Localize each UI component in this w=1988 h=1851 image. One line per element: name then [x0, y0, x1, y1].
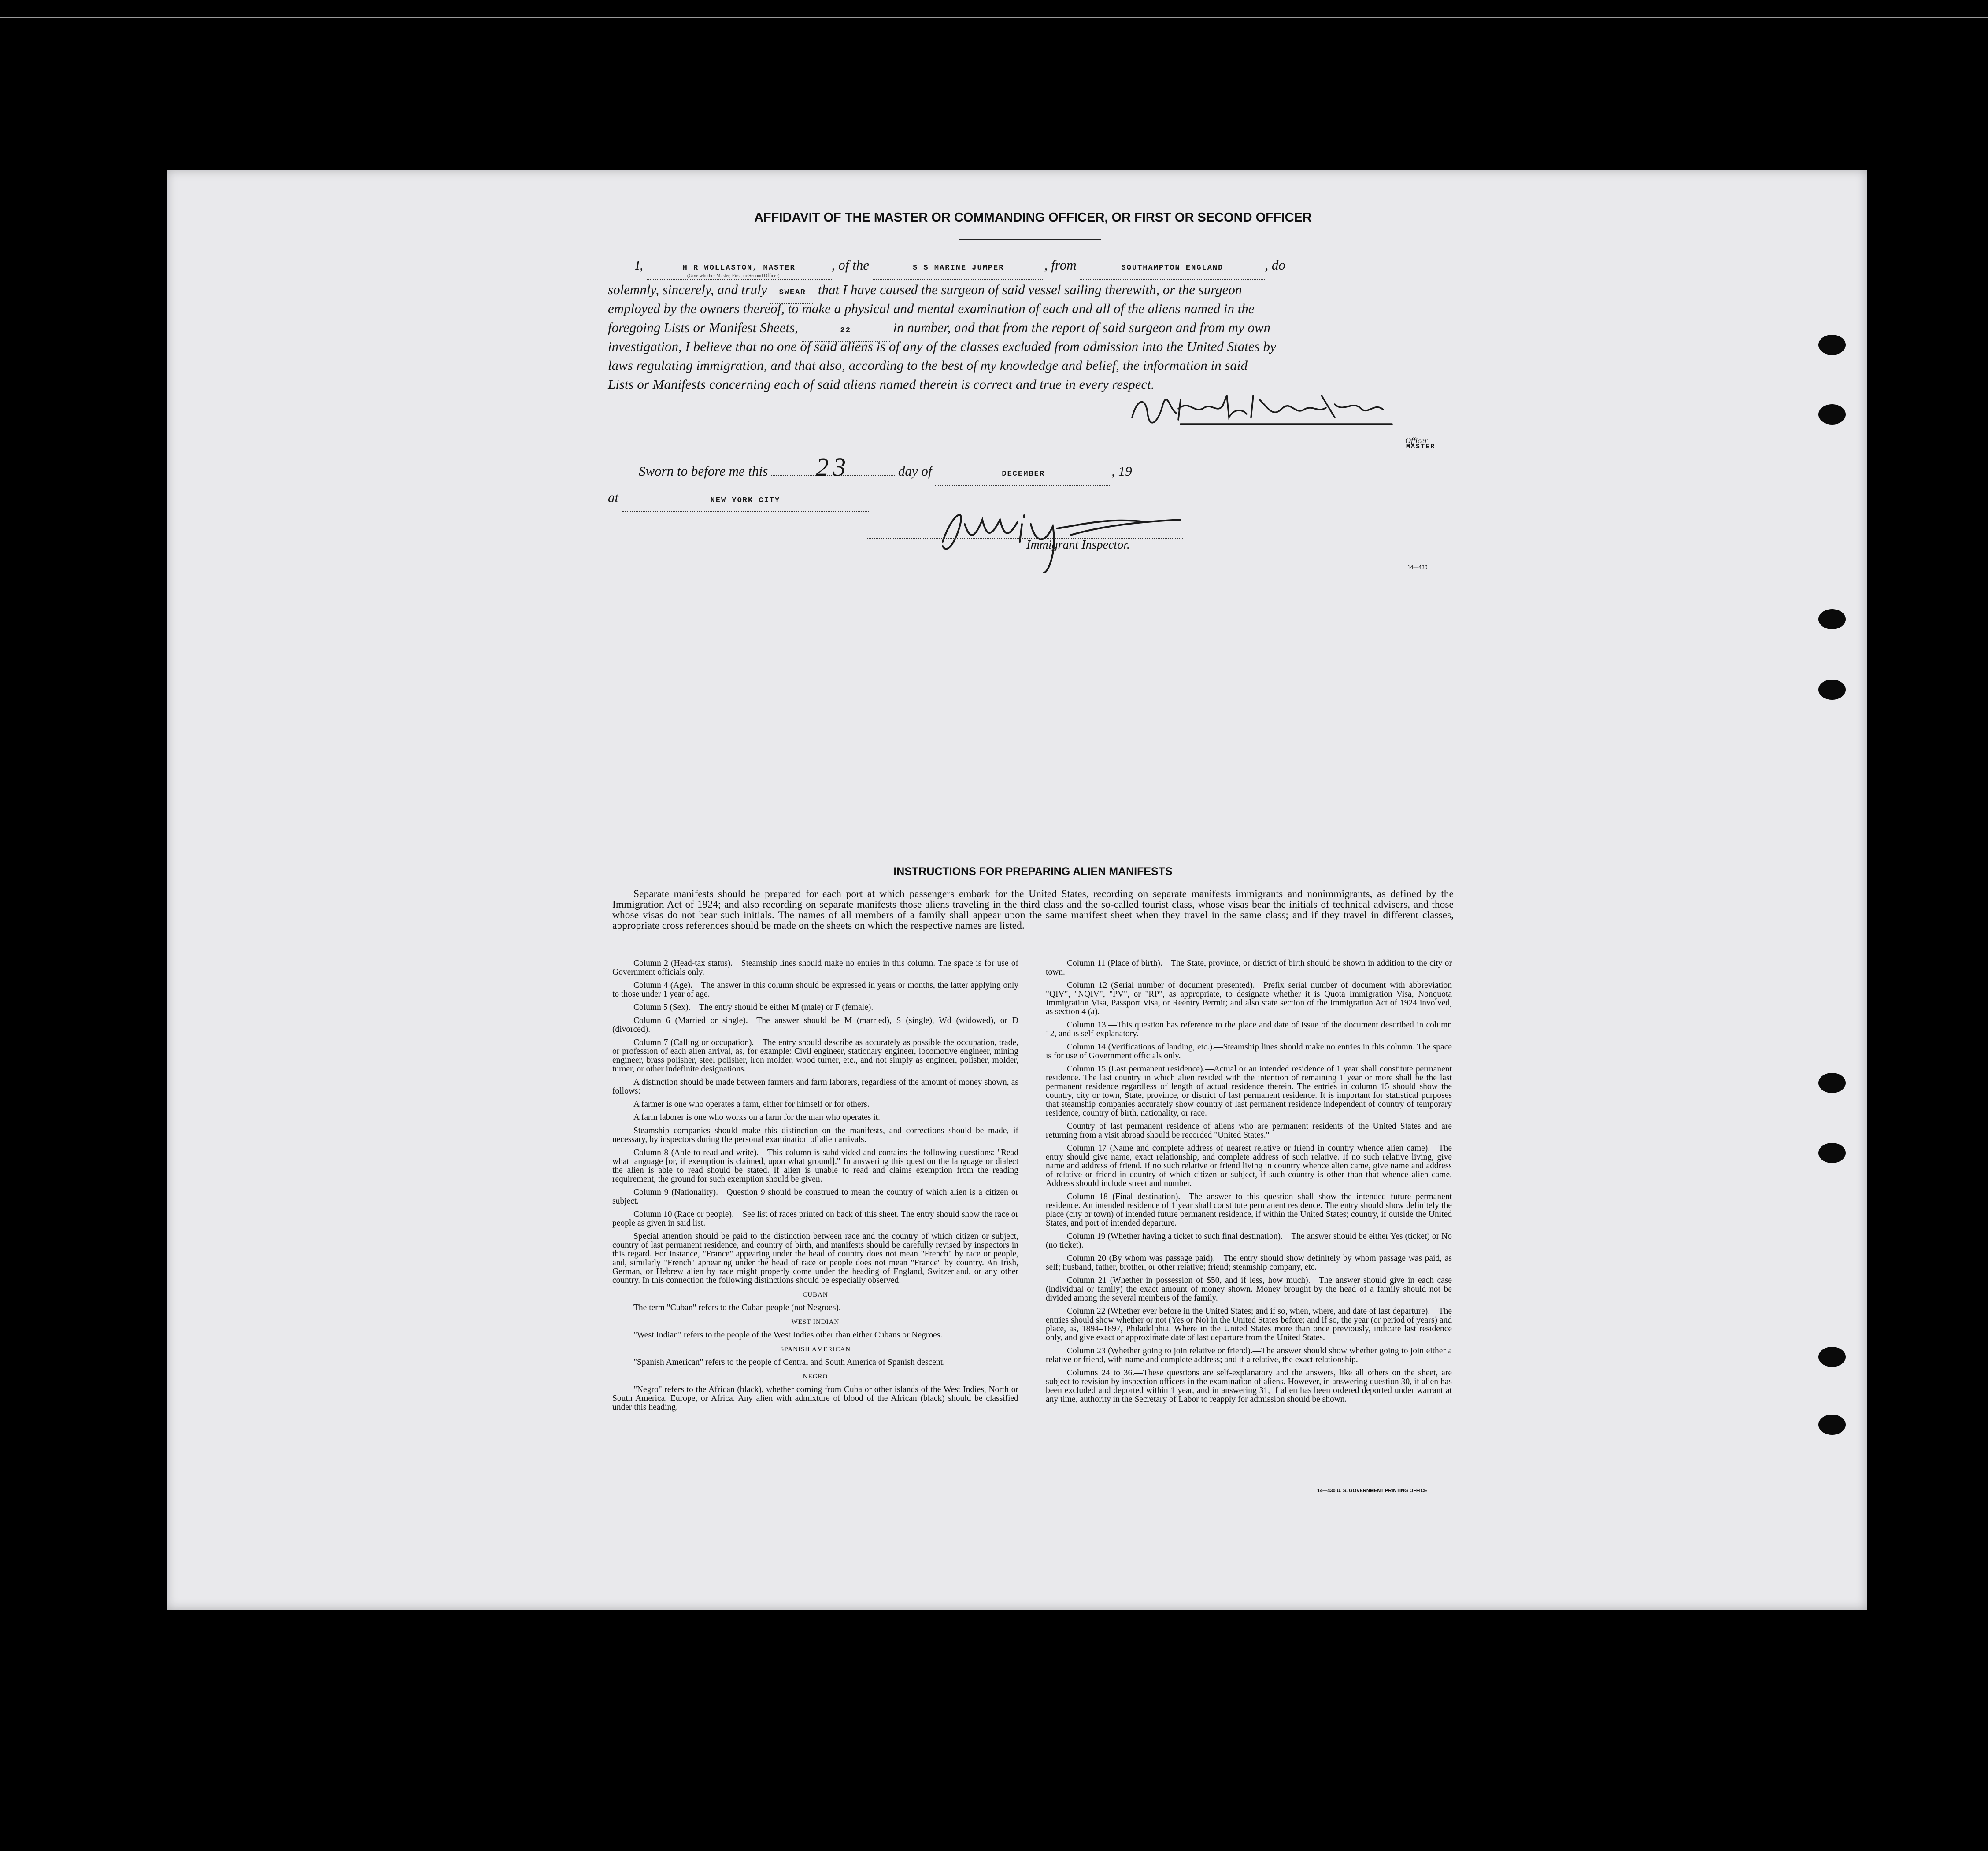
instruction-paragraph: Column 7 (Calling or occupation).—The entry should describe as accurately as possible the occupation, trade, or profession of each alien arrival, as, for example: Civil engineer, stationary engineer, locomotive engineer, mining engineer, brass polisher, steel polisher, iron molder, wood turner, etc., and not simply as engineer, polisher, molder, turner, or other indefinite designations.: [612, 1038, 1018, 1074]
instruction-paragraph: Column 5 (Sex).—The entry should be either M (male) or F (female).: [633, 1003, 874, 1012]
inspector-caption: Immigrant Inspector.: [1026, 538, 1130, 552]
vessel-name: S S MARINE JUMPER: [873, 259, 1044, 280]
affidavit-text: solemnly, sincerely, and truly: [608, 282, 767, 297]
instruction-paragraph: Column 14 (Verifications of landing, etc.).—Steamship lines should make no entries in this column. The space is for use of Government officials only.: [1046, 1042, 1452, 1060]
section-heading: CUBAN: [803, 1291, 828, 1298]
instruction-paragraph: Column 15 (Last permanent residence).—Actual or an intended residence of 1 year shall constitute permanent residence. The last country in which alien resided with the intention of remaining 1 year or more shall be the last permanent residence regardless of length of actual residence therein. The entries in column 15 should show the country, city or town, State, province, or district of last permanent residence. It is important for statistical purposes that steamship companies accurately show country of last permanent residence independent of country of temporary residence, country of birth, nationality, or race.: [1046, 1064, 1452, 1118]
instruction-paragraph: Column 9 (Nationality).—Question 9 should be construed to mean the country of which alien is a citizen or subject.: [612, 1188, 1018, 1206]
punch-hole: [1818, 335, 1846, 355]
officer-name: H R WOLLASTON, MASTER: [647, 259, 832, 280]
scan-edge-line: [0, 17, 1988, 18]
instruction-paragraph: Column 19 (Whether having a ticket to such final destination).—The answer should be either Yes (ticket) or No (no ticket).: [1046, 1232, 1452, 1250]
affidavit-text: Lists or Manifests concerning each of said aliens named therein is correct and true in every respect.: [608, 377, 1155, 392]
affidavit-i: I,: [635, 257, 643, 273]
form-number: 14—430: [1407, 564, 1428, 570]
inspector-signature: [916, 498, 1216, 577]
at-label: at: [608, 490, 619, 505]
departure-port: SOUTHAMPTON ENGLAND: [1080, 259, 1265, 280]
instruction-paragraph: The term "Cuban" refers to the Cuban people (not Negroes).: [633, 1303, 841, 1312]
instruction-paragraph: Column 18 (Final destination).—The answer to this question shall show the intended future permanent residence. An intended residence of 1 year shall constitute permanent residence. The entry should show definitely the place (city or town) of intended future permanent residence, if within the United States; country, if outside the United States, and port of intended departure.: [1046, 1192, 1452, 1228]
punch-hole: [1818, 1415, 1846, 1435]
affidavit-line-3: [608, 299, 1458, 318]
affidavit-line-6: [608, 356, 1458, 375]
affidavit-text: investigation, I believe that no one of said aliens is of any of the classes excluded from admission into the United States by: [608, 339, 1276, 354]
officer-rank: MASTER: [1406, 443, 1436, 451]
instruction-paragraph: Column 12 (Serial number of document presented).—Prefix serial number of document with abbreviation "QIV", "NQIV", "PV", or "RP", as appropriate, to designate whether it is Quota Immigration Visa, Nonquota Immigration Visa, Passport Visa, or Reentry Permit; and also state section of the Immigration Act of 1924 involved, as section 4 (a).: [1046, 981, 1452, 1016]
sworn-day: 23: [771, 461, 895, 476]
printing-office-footer: 14—430 U. S. GOVERNMENT PRINTING OFFICE: [1317, 1488, 1427, 1493]
instruction-paragraph: A farm laborer is one who works on a farm for the man who operates it.: [633, 1113, 880, 1122]
sworn-month: DECEMBER: [935, 465, 1111, 486]
punch-hole: [1818, 1347, 1846, 1367]
instruction-paragraph: Column 23 (Whether going to join relative or friend).—The answer should show whether going to join either a relative or friend, with name and complete address; and if a relative, the exact relationship.: [1046, 1346, 1452, 1364]
affidavit-text: that I have caused the surgeon of said vessel sailing therewith, or the surgeon: [818, 282, 1242, 297]
instruction-paragraph: Country of last permanent residence of aliens who are permanent residents of the United States and are returning from a visit abroad should be recorded "United States.": [1046, 1122, 1452, 1140]
affidavit-text: laws regulating immigration, and that also, according to the best of my knowledge and belief, the information in said: [608, 358, 1248, 373]
sworn-label: Sworn to before me this: [639, 463, 768, 479]
section-heading: NEGRO: [803, 1373, 828, 1380]
affidavit-text: foregoing Lists or Manifest Sheets,: [608, 320, 798, 335]
instruction-paragraph: "Negro" refers to the African (black), whether coming from Cuba or other islands of the West Indies, North or South America, Europe, or Africa. Any alien with admixture of blood of the African (black) should be classified under this heading.: [612, 1385, 1018, 1412]
instruction-paragraph: A farmer is one who operates a farm, either for himself or for others.: [633, 1100, 870, 1109]
sworn-place: NEW YORK CITY: [622, 491, 869, 512]
instruction-paragraph: Special attention should be paid to the distinction between race and the country of which citizen or subject, country of last permanent residence, and country of birth, and manifests should be carefully revised by inspectors in this regard. For instance, "France" appearing under the head of country does not mean "French" by race or people, and, similarly "French" appearing under the head of race or people does not mean "France" by country. An Irish, German, or Hebrew alien by race might properly come under the heading of England, Switzerland, or any other country. In this connection the following distinctions should be especially observed:: [612, 1232, 1018, 1285]
punch-hole: [1818, 1073, 1846, 1093]
title-rule: [959, 239, 1101, 240]
affidavit-title: AFFIDAVIT OF THE MASTER OR COMMANDING OFFICER, OR FIRST OR SECOND OFFICER: [754, 211, 1312, 225]
affidavit-text: employed by the owners thereof, to make a physical and mental examination of each and all of the aliens named in the: [608, 301, 1255, 316]
section-heading: WEST INDIAN: [791, 1319, 840, 1326]
instruction-paragraph: Column 20 (By whom was passage paid).—The entry should show definitely by whom passage was paid, as self; husband, father, brother, or other relative; friend; steamship company, etc.: [1046, 1254, 1452, 1272]
punch-hole: [1818, 1143, 1846, 1163]
instruction-paragraph: Column 17 (Name and complete address of nearest relative or friend in country whence alien came).—The entry should give name, exact relationship, and complete address of such relative. If no such relative living, give name and address of friend. If no such relative or friend living in country whence alien came, give name and address of relative or friend in country of which citizen or subject, if such country is other than that whence alien came. Address should include street and number.: [1046, 1144, 1452, 1188]
instruction-paragraph: Column 10 (Race or people).—See list of races printed on back of this sheet. The entry should show the race or people as given in said list.: [612, 1210, 1018, 1228]
punch-hole: [1818, 404, 1846, 425]
instruction-paragraph: Column 22 (Whether ever before in the United States; and if so, when, where, and date of last departure).—The entries should show whether or not (Yes or No) in the United States before; and if so, the year (or period of years) and place, as, 1894–1897, Philadelphia. Where in the United States more than once previously, indicate last residence only, and give exact or approximate date of last departure from the United States.: [1046, 1307, 1452, 1342]
sheet-count: 22: [802, 321, 890, 342]
instruction-paragraph: Column 13.—This question has reference to the place and date of issue of the document described in column 12, and is self-explanatory.: [1046, 1020, 1452, 1038]
instruction-paragraph: Column 11 (Place of birth).—The State, province, or district of birth should be shown in addition to the city or town.: [1046, 959, 1452, 977]
swear-field: SWEAR: [770, 283, 814, 304]
punch-hole: [1818, 680, 1846, 700]
instruction-paragraph: Column 2 (Head-tax status).—Steamship lines should make no entries in this column. The space is for use of Government officials only.: [612, 959, 1018, 977]
instruction-paragraph: Columns 24 to 36.—These questions are self-explanatory and the answers, like all others on the sheet, are subject to revision by inspection officers in the examination of aliens. However, in answering question 30, if alien has been excluded and deported within 1 year, and in answering 31, if alien has been ordered deported under warrant at any time, authority in the Secretary of Labor to reapply for admission should be shown.: [1046, 1368, 1452, 1404]
instruction-paragraph: "Spanish American" refers to the people of Central and South America of Spanish descent.: [633, 1358, 945, 1367]
sworn-line: [639, 453, 1489, 486]
instruction-paragraph: Column 4 (Age).—The answer in this column should be expressed in years or months, the latter applying only to those under 1 year of age.: [612, 981, 1018, 999]
instructions-title: INSTRUCTIONS FOR PREPARING ALIEN MANIFESTS: [893, 865, 1173, 878]
instruction-paragraph: Steamship companies should make this distinction on the manifests, and corrections should be made, if necessary, by inspectors during the personal examination of alien arrivals.: [612, 1126, 1018, 1144]
year-prefix: , 19: [1111, 463, 1132, 479]
instruction-paragraph: Column 21 (Whether in possession of $50, and if less, how much).—The answer should give in each case (individual or family) the exact amount of money shown. Money brought by the head of a family should not be divided among the several members of the family.: [1046, 1276, 1452, 1303]
officer-name-caption: (Give whether Master, First, or Second Officer): [687, 273, 780, 278]
instructions-intro: [612, 889, 1454, 935]
do-label: , do: [1265, 257, 1285, 273]
section-heading: SPANISH AMERICAN: [780, 1346, 851, 1353]
intro-paragraph: Separate manifests should be prepared for each port at which passengers embark for the United States, recording on separate manifests immigrants and nonimmigrants, as defined by the Immigration Act of 1924; and also recording on separate manifests those aliens traveling in the third class and the so-called tourist class, whose visas bear the initials of technical advisers, and those whose visas do not bear such initials. The names of all members of a family shall appear upon the same manifest sheet when they travel in the same class; and if they travel in different classes, appropriate cross references should be made on the sheets on which the respective names are listed.: [612, 888, 1454, 931]
affidavit-text: in number, and that from the report of said surgeon and from my own: [893, 320, 1271, 335]
instruction-paragraph: Column 6 (Married or single).—The answer should be M (married), S (single), Wd (widowed), or D (divorced).: [612, 1016, 1018, 1034]
affidavit-line-5: [608, 337, 1458, 356]
instructions-right-column: [1046, 959, 1452, 1408]
officer-caption: Officer: [1405, 436, 1428, 445]
instruction-paragraph: Column 8 (Able to read and write).—This column is subdivided and contains the following questions: "Read what language [or, if exemption is claimed, upon what ground]." In answering this question the language or dialect the alien is able to read should be stated. If alien is unable to read and claims exemption from the reading requirement, the ground for such exemption should be given.: [612, 1148, 1018, 1184]
instruction-paragraph: A distinction should be made between farmers and farm laborers, regardless of the amount of money shown, as follows:: [612, 1078, 1018, 1096]
from-label: , from: [1044, 257, 1077, 273]
instruction-paragraph: "West Indian" refers to the people of the West Indies other than either Cubans or Negroes.: [633, 1330, 943, 1340]
instructions-left-column: [612, 959, 1018, 1416]
of-the-label: , of the: [831, 257, 869, 273]
inspector-signature-line: [866, 538, 1183, 539]
punch-hole: [1818, 609, 1846, 629]
master-signature: [1128, 382, 1410, 431]
day-of-label: day of: [898, 463, 932, 479]
